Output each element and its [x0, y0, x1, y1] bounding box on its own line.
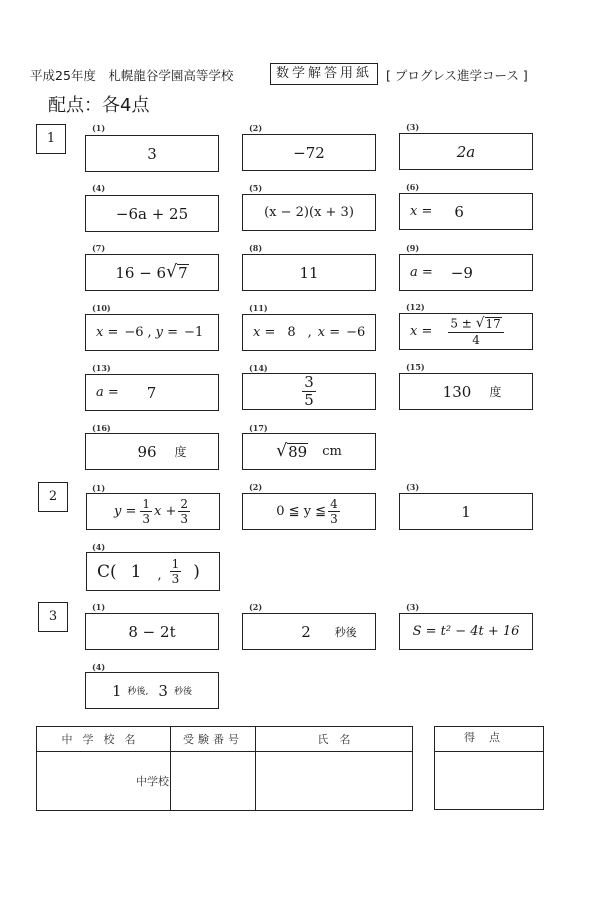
- answer-separator: ,: [307, 325, 312, 340]
- radicand: 89: [288, 442, 308, 461]
- fraction-denominator: 3: [171, 572, 180, 586]
- section-number-1: 1: [36, 124, 66, 154]
- answer-box-2-2[interactable]: [242, 493, 376, 530]
- answer-prefix: x =: [410, 324, 433, 339]
- exam-year-school: 平成25年度 札幌龍谷学園高等学校: [30, 68, 234, 83]
- answer-prefix: y =: [113, 504, 137, 519]
- fraction-numerator: 4: [330, 497, 338, 511]
- score-box: [434, 726, 544, 810]
- answer-box-1-1[interactable]: [85, 135, 219, 172]
- school-name-field[interactable]: [37, 752, 171, 811]
- answer-value: (x − 2)(x + 3): [264, 205, 354, 220]
- question-label: (1): [92, 123, 106, 133]
- question-label: (2): [249, 123, 263, 133]
- sqrt-expression: [166, 264, 189, 282]
- answer-value: 7: [146, 383, 157, 402]
- sqrt-expression: [476, 317, 502, 331]
- answer-unit: 秒後,: [127, 687, 149, 697]
- answer-value: 2a: [456, 142, 476, 161]
- question-label: (3): [406, 122, 420, 132]
- answer-middle: x +: [154, 504, 177, 519]
- radical-sign: √: [276, 441, 288, 461]
- header-school-name: 中学校名: [37, 727, 171, 752]
- answer-separator: ,: [147, 325, 152, 340]
- answer-value: 2: [301, 622, 311, 641]
- answer-value: 11: [299, 263, 319, 282]
- question-label: (7): [92, 243, 106, 253]
- fraction-denominator: 4: [472, 333, 480, 348]
- answer-value: 130: [442, 382, 472, 401]
- name-field[interactable]: [256, 752, 413, 811]
- radical-sign: √: [166, 262, 178, 282]
- fraction: [170, 558, 182, 585]
- question-label: (14): [249, 363, 268, 373]
- answer-box-2-3[interactable]: [399, 493, 533, 530]
- question-label: (2): [249, 602, 263, 612]
- exam-number-field[interactable]: [171, 752, 256, 811]
- fraction-numerator: 3: [304, 373, 314, 391]
- radical-sign: √: [475, 315, 485, 332]
- question-label: (5): [249, 183, 263, 193]
- answer-value: 6: [454, 202, 464, 221]
- answer-box-1-16[interactable]: [85, 433, 219, 470]
- fraction-denominator: 3: [180, 512, 188, 526]
- fraction: [302, 375, 316, 408]
- score-header: 得点: [435, 727, 543, 752]
- section-number-2: 2: [38, 482, 68, 512]
- point-separator: ,: [157, 568, 162, 583]
- question-label: (8): [249, 243, 263, 253]
- answer-box-3-2[interactable]: [242, 613, 376, 650]
- answer-box-2-1[interactable]: [86, 493, 220, 530]
- question-label: (4): [92, 542, 106, 552]
- answer-box-1-14[interactable]: [242, 373, 376, 410]
- answer-value: −72: [293, 143, 325, 162]
- fraction-numerator: 1: [142, 497, 150, 511]
- answer-value: −6: [124, 325, 144, 340]
- answer-box-3-3[interactable]: [399, 613, 533, 650]
- fraction: [140, 498, 152, 525]
- point-label: C(: [97, 561, 117, 582]
- score-field[interactable]: [435, 752, 543, 810]
- answer-prefix: x =: [410, 204, 433, 219]
- point-close: ): [193, 561, 200, 582]
- question-label: (2): [249, 482, 263, 492]
- answer-value: 16 − 6: [115, 263, 167, 282]
- radicand: 7: [178, 263, 188, 282]
- answer-value: 8: [287, 325, 296, 340]
- answer-value: 3: [147, 144, 157, 163]
- fraction-numerator: [448, 317, 503, 333]
- answer-value: 96: [137, 442, 157, 461]
- answer-box-1-6[interactable]: [399, 193, 533, 230]
- answer-prefix: 0 ≦ y ≦: [276, 504, 327, 519]
- answer-unit-2: 秒後: [173, 687, 192, 697]
- answer-value-2: 3: [158, 681, 168, 700]
- sheet-title: 数学解答用紙: [270, 63, 378, 85]
- answer-unit: 秒後: [334, 625, 357, 639]
- question-label: (1): [92, 602, 106, 612]
- question-label: (9): [406, 243, 420, 253]
- answer-value-2: −6: [346, 325, 366, 340]
- answer-box-1-17[interactable]: [242, 433, 376, 470]
- answer-box-1-3[interactable]: [399, 133, 533, 170]
- radicand: 17: [485, 316, 501, 331]
- answer-box-1-2[interactable]: [242, 134, 376, 171]
- answer-value: −6a + 25: [115, 204, 189, 223]
- answer-value-2: −1: [184, 325, 204, 340]
- answer-value: −9: [450, 263, 473, 282]
- answer-box-1-7[interactable]: [85, 254, 219, 291]
- question-label: (3): [406, 602, 420, 612]
- fraction: [328, 498, 340, 525]
- answer-box-3-4[interactable]: [85, 672, 219, 709]
- question-label: (15): [406, 362, 425, 372]
- answer-box-1-9[interactable]: [399, 254, 533, 291]
- examinee-info-table: [36, 726, 413, 811]
- question-label: (4): [92, 662, 106, 672]
- answer-unit: 度: [489, 385, 502, 399]
- answer-unit: cm: [322, 444, 342, 459]
- course-name: [ プログレス進学コース ]: [386, 68, 528, 83]
- question-label: (11): [249, 303, 268, 313]
- answer-box-1-11[interactable]: [242, 314, 376, 351]
- fraction: [178, 498, 190, 525]
- answer-value: 1: [461, 502, 471, 521]
- fraction-numerator: 1: [171, 557, 180, 571]
- answer-prefix: x =: [253, 325, 276, 340]
- point-x: 1: [130, 561, 142, 582]
- question-label: (1): [92, 483, 106, 493]
- fraction-numerator: 2: [180, 497, 188, 511]
- question-label: (13): [92, 363, 111, 373]
- answer-box-1-4[interactable]: [85, 195, 219, 232]
- answer-value: S = t² − 4t + 16: [412, 624, 520, 639]
- question-label: (10): [92, 303, 111, 313]
- answer-box-1-12[interactable]: [399, 313, 533, 350]
- header-exam-number: 受験番号: [171, 727, 256, 752]
- header-name: 氏 名: [256, 727, 413, 752]
- answer-box-1-15[interactable]: [399, 373, 533, 410]
- fraction-denominator: 5: [304, 391, 314, 409]
- question-label: (12): [406, 302, 425, 312]
- answer-value: 1: [112, 681, 122, 700]
- answer-unit: 度: [174, 445, 187, 459]
- answer-box-1-5[interactable]: [242, 194, 376, 231]
- answer-box-1-10[interactable]: [85, 314, 219, 351]
- question-label: (17): [249, 423, 268, 433]
- answer-prefix: a =: [410, 265, 433, 280]
- question-label: (16): [92, 423, 111, 433]
- answer-box-1-8[interactable]: [242, 254, 376, 291]
- section-number-3: 3: [38, 602, 68, 632]
- fraction-denominator: 3: [330, 512, 338, 526]
- answer-box-3-1[interactable]: [85, 613, 219, 650]
- answer-prefix-2: x =: [317, 325, 341, 340]
- answer-prefix: a =: [96, 385, 119, 400]
- answer-value: 8 − 2t: [128, 622, 176, 641]
- answer-prefix: x =: [96, 325, 119, 340]
- question-label: (6): [406, 182, 420, 192]
- answer-prefix-2: y =: [155, 325, 179, 340]
- fraction: [448, 317, 503, 346]
- fraction-denominator: 3: [142, 512, 150, 526]
- answer-box-2-4[interactable]: [86, 552, 220, 591]
- sqrt-expression: [276, 443, 308, 461]
- school-suffix: 中学校: [136, 775, 169, 788]
- points-note: 配点：各4点: [48, 95, 150, 116]
- question-label: (3): [406, 482, 420, 492]
- question-label: (4): [92, 183, 106, 193]
- answer-box-1-13[interactable]: [85, 374, 219, 411]
- numerator-text: 5 ±: [450, 316, 472, 331]
